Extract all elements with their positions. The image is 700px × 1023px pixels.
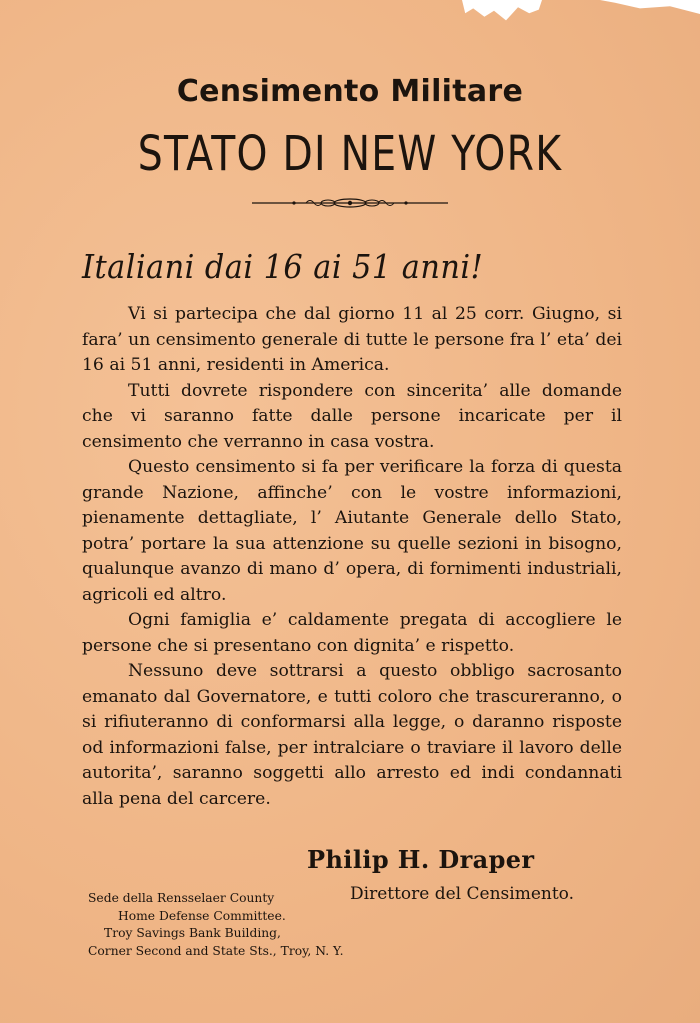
address-block [88, 890, 343, 960]
torn-edge [462, 0, 542, 24]
address-line: Home Defense Committee. [118, 908, 286, 923]
paragraph: Nessuno deve sottrarsi a questo obbligo sacrosanto emanato dal Governatore, e tutti coloro che trascureranno, o si rifiuteranno di conformarsi alla legge, o daranno risposte od informazioni false, per intralciare o traviare il lavoro delle autorita’, saranno soggetti allo arresto ed indi condannati alla pena del carcere. [82, 661, 622, 809]
signature-role: Direttore del Censimento. [350, 884, 575, 904]
address-line: Troy Savings Bank Building, [104, 926, 281, 941]
paragraph: Vi si partecipa che dal giorno 11 al 25 corr. Giugno, si fara’ un censimento generale di tutte le persone fra l’ eta’ dei 16 ai 51 anni, residenti in America. [82, 304, 622, 375]
poster-title: Censimento Militare [176, 74, 524, 109]
paragraph: Ogni famiglia e’ caldamente pregata di accogliere le persone che si presentano con dignita’ e rispetto. [82, 610, 622, 656]
poster-subtitle: STATO DI NEW YORK [137, 126, 563, 182]
notice-body [82, 302, 622, 812]
paragraph: Tutti dovrete rispondere con sincerita’ alle domande che vi saranno fatte dalle persone incaricate per il censimento che verranno in casa vostra. [82, 380, 622, 452]
age-heading: Italiani dai 16 ai 51 anni! [82, 247, 484, 286]
torn-edge-right [600, 0, 700, 14]
ornament-divider-icon [250, 195, 450, 211]
paragraph: Questo censimento si fa per verificare la forza di questa grande Nazione, affinche’ con le vostre informazioni, pienamente dettagliate, l’ Aiutante Generale dello Stato, potra’ portare la sua attenzione su quelle sezioni in bisogno, qualunque avanzo di mano d’ opera, di fornimenti industriali, agricoli ed altro. [82, 457, 622, 605]
address-line: Corner Second and State Sts., Troy, N. Y. [88, 943, 344, 958]
signature-name: Philip H. Draper [307, 845, 535, 874]
address-line: Sede della Rensselaer County [88, 891, 275, 905]
